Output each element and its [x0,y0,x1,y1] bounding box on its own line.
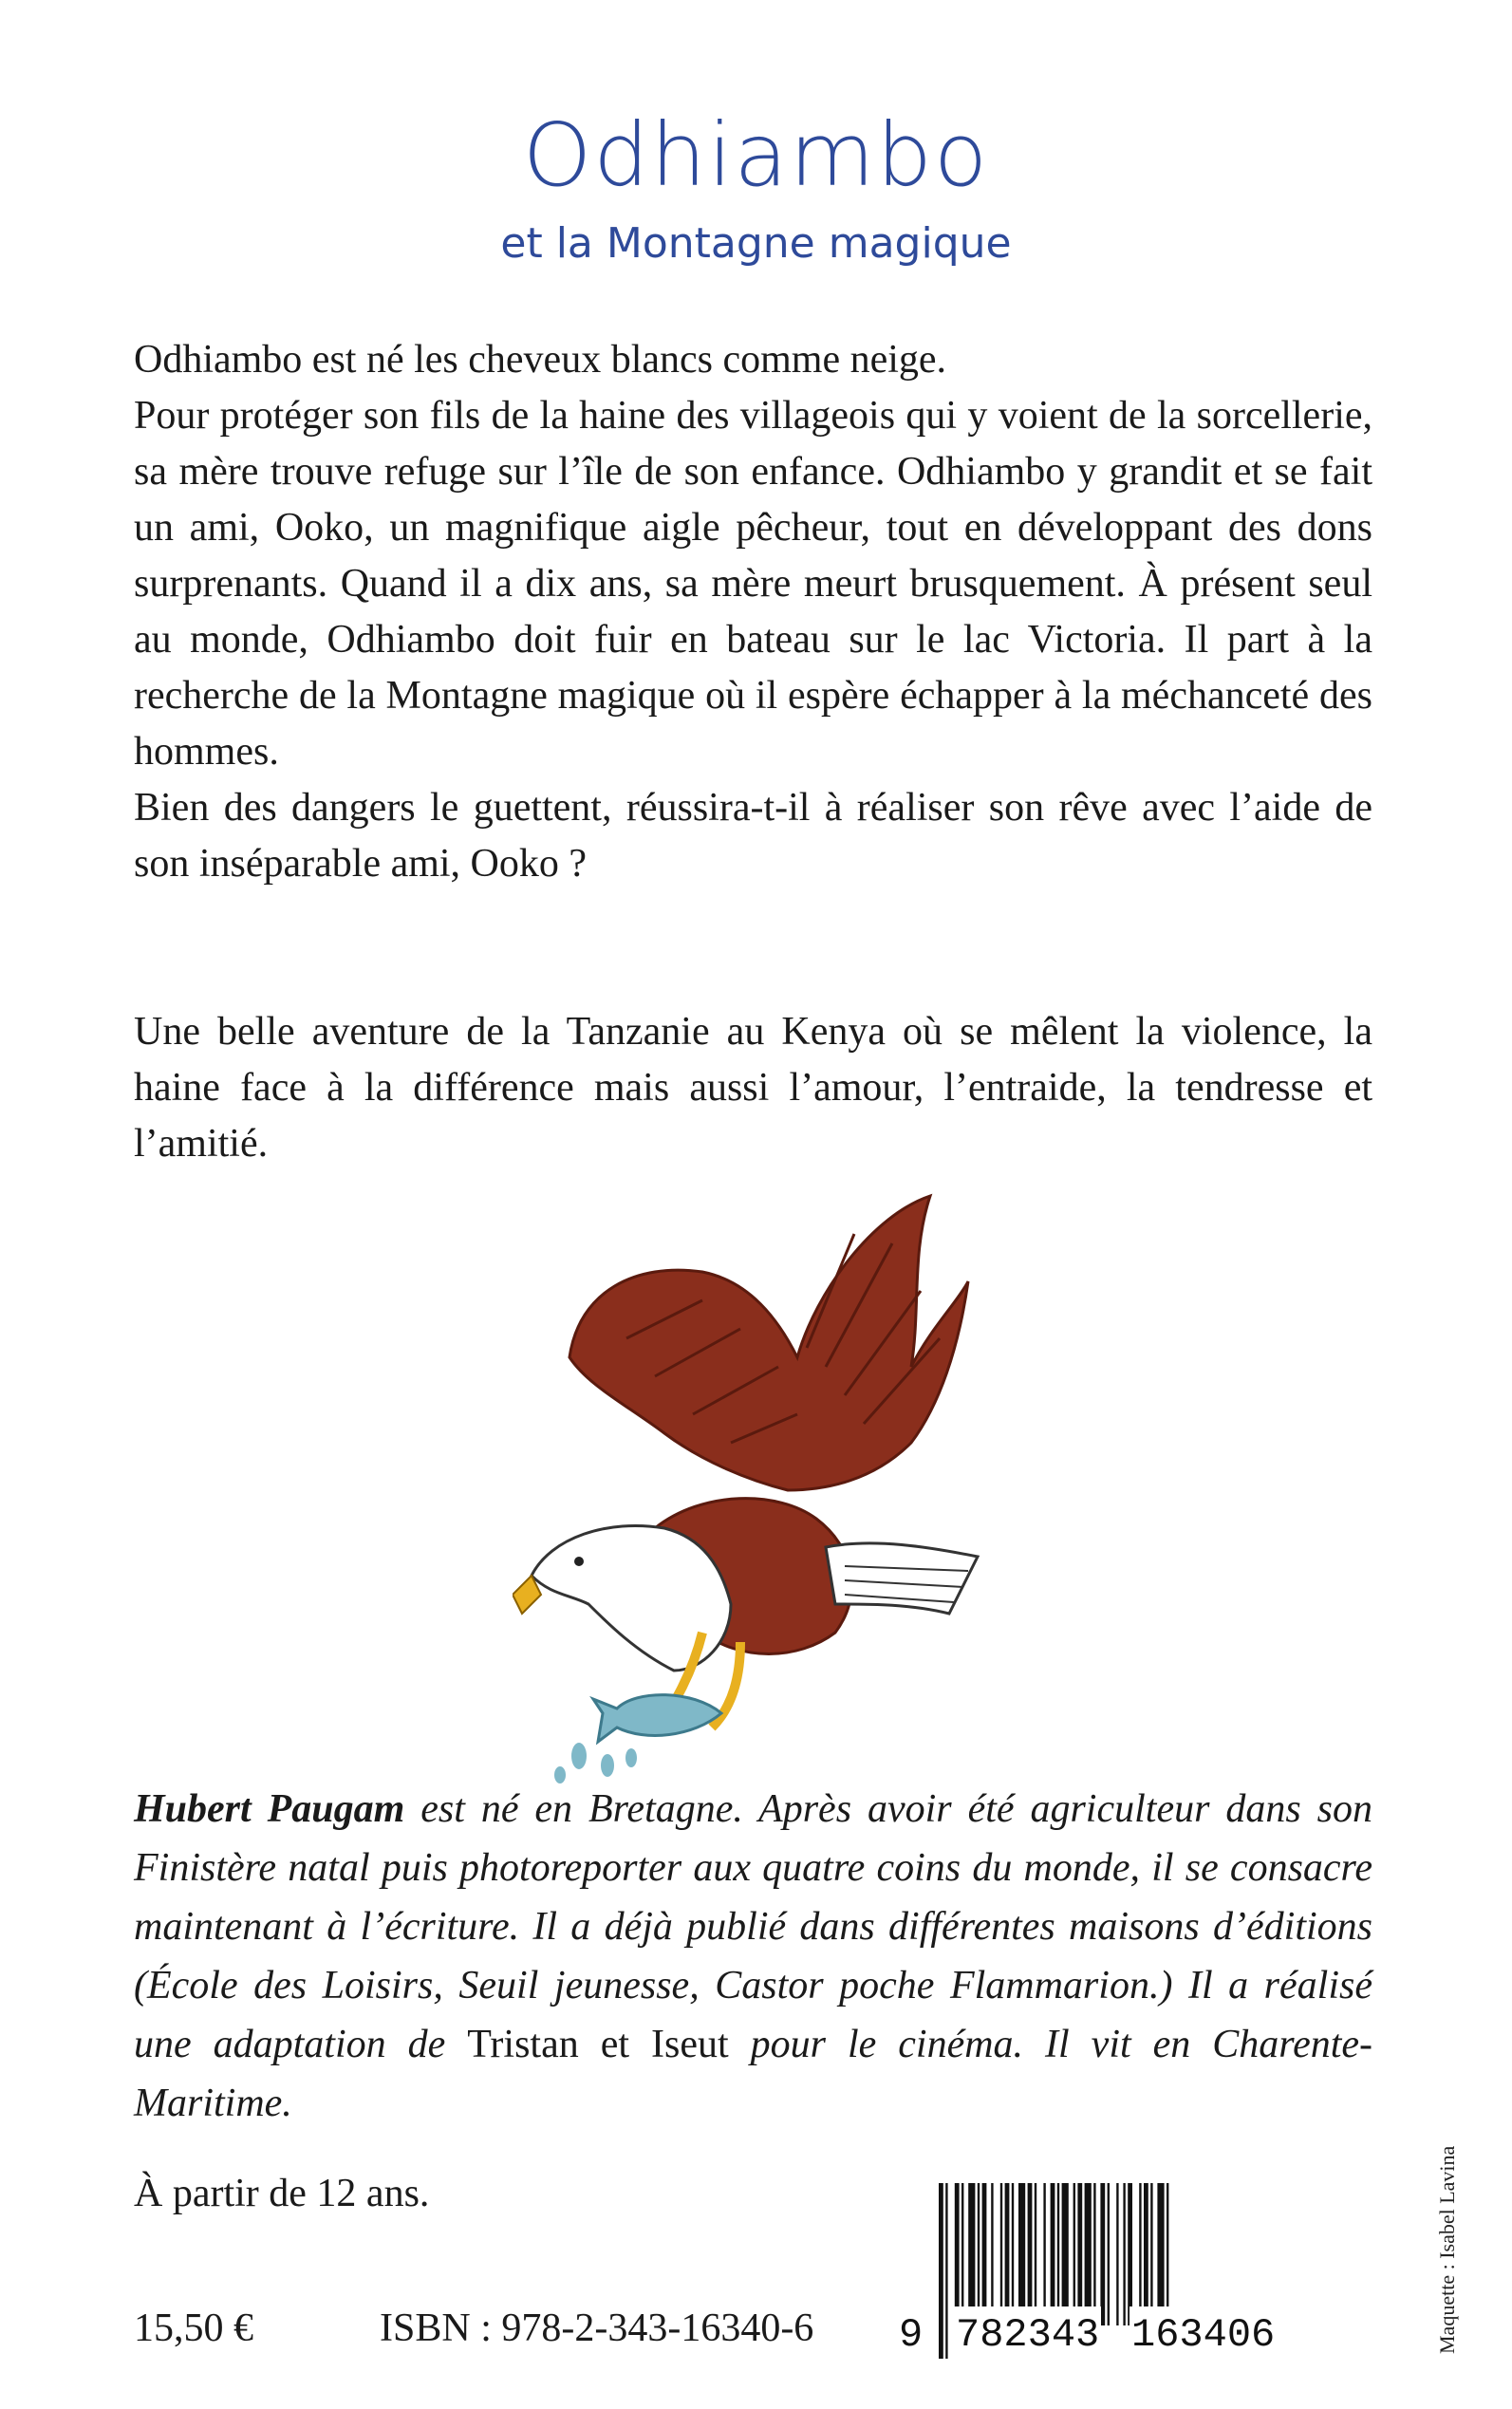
barcode-bar [1116,2183,1118,2325]
barcode-bar [1077,2183,1082,2325]
barcode-bar [961,2183,963,2325]
author-name: Hubert Paugam [134,1787,405,1831]
barcode-bar [1100,2183,1105,2325]
tagline [134,1004,1372,1172]
bio-text: pour le cinéma. Il vit en Charente-Maritime. [134,2023,1373,2125]
barcode-bar [1012,2183,1014,2325]
synopsis-paragraph: Pour protéger son fils de la haine des villageois qui y voient de la sorcellerie, sa mère trouve refuge sur l’île de son enfance. Odhiambo y grandit et se fait un ami, Ooko, un magnifique aigle pêcheur, tout en développant des dons surprenants. Quand il a dix ans, sa mère meurt brusquement. À présent seul au monde, Odhiambo doit fuir en bateau sur le lac Victoria. Il part à la recherche de la Montagne magique où il espère échapper à la méchanceté des hommes. [134,394,1372,774]
barcode-bar [1043,2183,1045,2325]
barcode-bar [1139,2183,1141,2325]
design-credit: Maquette : Isabel Lavina [1435,2145,1459,2354]
barcode-bar [968,2183,975,2325]
eagle-tail [826,1543,978,1614]
eagle-illustration [513,1177,1025,1784]
synopsis [134,332,1372,892]
author-bio [134,1780,1372,2133]
barcode-bar [982,2183,987,2325]
barcode-bar [1000,2183,1002,2325]
price: 15,50 € [134,2306,253,2350]
water-drop [601,1754,614,1777]
barcode-bar [1128,2183,1132,2325]
eagle-wing [569,1196,968,1490]
water-drop [571,1743,587,1769]
barcode-bar [1035,2183,1036,2325]
book-title: Odhiambo [522,104,990,206]
barcode-bar [955,2183,960,2325]
barcode-bar [1051,2183,1055,2325]
barcode-bar [1062,2183,1069,2325]
barcode-bar [1157,2183,1164,2325]
isbn: ISBN : 978-2-343-16340-6 [380,2306,814,2350]
barcode-bar [1093,2183,1095,2325]
barcode-bar [1005,2183,1010,2325]
barcode-digits [899,2306,1296,2363]
barcode-group-1: 782343 [954,2306,1101,2363]
synopsis-paragraph: Bien des dangers le guettent, réussira-t-il à réaliser son rêve avec l’aide de son inséparable ami, Ooko ? [134,786,1372,886]
barcode-bar [991,2183,993,2325]
barcode-bar [1108,2183,1110,2325]
barcode-bar [1085,2183,1092,2325]
barcode-lead-digit: 9 [897,2306,924,2363]
tagline-paragraph: Une belle aventure de la Tanzanie au Kenya où se mêlent la violence, la haine face à la différence mais aussi l’amour, l’entraide, la tendresse et l’amitié. [134,1010,1372,1166]
barcode-bar [1028,2183,1033,2325]
book-subtitle: et la Montagne magique [500,219,1012,268]
barcode-bar [1150,2183,1152,2325]
bio-work-title: Tristan et Iseut [467,2023,729,2066]
barcode-bar [1073,2183,1075,2325]
barcode-bar [1123,2183,1125,2325]
barcode-bar [1018,2183,1025,2325]
barcode-group-2: 163406 [1129,2306,1277,2363]
barcode-bar [1144,2183,1148,2325]
barcode-bar [978,2183,980,2325]
eagle-eye [574,1557,584,1566]
bio-text: est né en Bretagne. Après avoir été agriculteur dans son Finistère natal puis photoreporter aux quatre coins du monde, il se consacre maintenant à l’écriture. Il a déjà publié dans différentes maisons d’éditions (École des Loisirs, Seuil jeunesse, Castor poche Flammarion.) Il a réalisé une adaptation de [134,1787,1372,2066]
fish [593,1695,721,1742]
water-drop [625,1748,637,1767]
age-recommendation: À partir de 12 ans. [134,2172,430,2215]
synopsis-paragraph: Odhiambo est né les cheveux blancs comme neige. [134,338,947,382]
